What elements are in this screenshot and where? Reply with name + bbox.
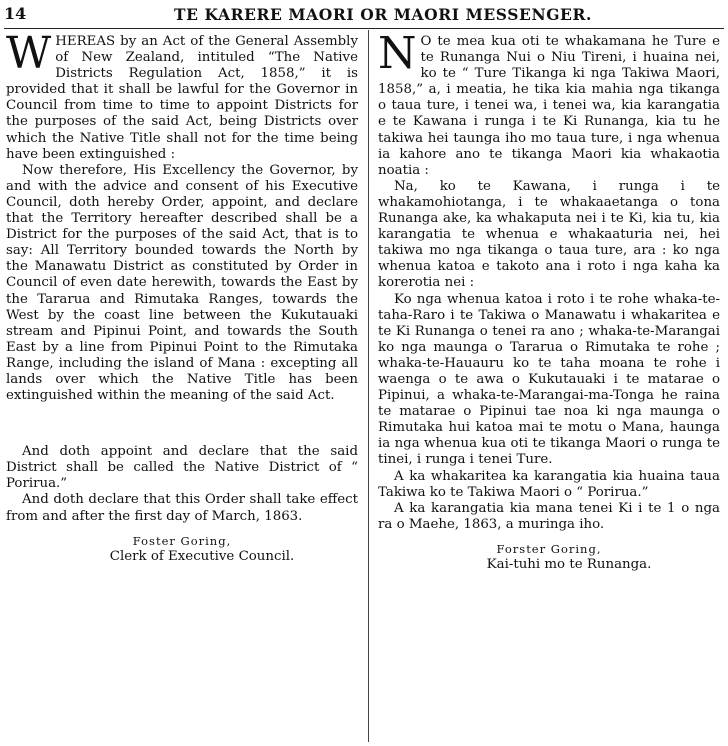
maori-column <box>378 28 720 573</box>
header-rule <box>4 28 724 29</box>
maori-paragraph-5: A ka karangatia kia mana tenei Ki i te 1 o nga ra o Maehe, 1863, a muringa iho. <box>378 500 720 532</box>
masthead-title: TE KARERE MAORI OR MAORI MESSENGER. <box>174 5 592 24</box>
column-divider <box>368 30 369 742</box>
maori-paragraph-2: Na, ko te Kawana, i runga i te whakamohiotanga, i te whakaaetanga o tona Runanga ake, ka whakaputa nei i te Ki, kia tu, kia karangatia te whenua e whakaaturia nei, hei takiwa mo nga tikanga o taua ture, ara : ko nga whenua katoa e takoto ana i roto i nga kaha ka korerotia nei : <box>378 178 720 291</box>
maori-drop-cap: N <box>378 28 417 79</box>
english-signature <box>6 533 358 565</box>
english-signatory-name: Foster Goring, <box>132 533 232 548</box>
page-number: 14 <box>4 4 27 23</box>
maori-signatory-name: Forster Goring, <box>496 541 602 556</box>
maori-paragraph-4: A ka whakaritea ka karangatia kia huaina taua Takiwa ko te Takiwa Maori o “ Porirua.” <box>378 468 720 500</box>
english-signatory-role: Clerk of Executive Council. <box>109 548 295 564</box>
english-paragraph-4: And doth declare that this Order shall take effect from and after the first day of March, 1863. <box>6 492 358 524</box>
english-drop-cap: W <box>6 28 52 79</box>
english-column <box>6 28 358 565</box>
english-paragraph-2: Now therefore, His Excellency the Governor, by and with the advice and consent of his Executive Council, doth hereby Order, appoint, and declare that the Territory hereafter described shall be a District for the purposes of the said Act, that is to say: All Territory bounded towards the North by the Manawatu District as constituted by Order in Council of even date herewith, towards the East by the Tararua and Rimutaka Ranges, towards the West by the coast line between the Kukutauaki stream and Pipinui Point, and towards the South East by a line from Pipinui Point to the Rimutaka Range, including the island of Mana : excepting all lands over which the Native Title has been extinguished within the meaning of the said Act. <box>6 162 358 404</box>
maori-signatory-role: Kai-tuhi mo te Runanga. <box>486 557 652 572</box>
english-spacer <box>6 404 358 444</box>
english-paragraph-3: And doth appoint and declare that the said District shall be called the Native District of “ Porirua.” <box>6 444 358 492</box>
page-header <box>4 4 724 26</box>
maori-paragraph-3: Ko nga whenua katoa i roto i te rohe whaka-te-taha-Raro i te Takiwa o Manawatu i whakaritea e te Ki Runanga o tenei ra ano ; whaka-te-Marangai ko nga maunga o Tararua o Rimutaka te rohe ; whaka-te-Hauauru ko te taha moana te rohe i waenga o te awa o Kukutauaki i te matarae o Pipinui, a whaka-te-Marangai-ma-Tonga he raina te matarae o Pipinui tae noa ki nga maunga o Rimutaka hui katoa mai te motu o Mana, haunga ia nga whenua kua oti te tikanga Maori o runga te tinei, i runga i tenei Ture. <box>378 291 720 468</box>
maori-paragraph-1 <box>378 28 720 179</box>
maori-signature <box>378 541 720 573</box>
english-paragraph-1-text: HEREAS by an Act of the General Assembly of New Zealand, intituled “The Native Districts Regulation Act, 1858,” it is provided that it shall be lawful for the Governor in Council from time to time to appoint Districts for the purposes of the said Act, being Districts over which the Native Title shall not for the time being have been extinguished : <box>6 34 358 162</box>
english-paragraph-1 <box>6 28 358 163</box>
maori-paragraph-1-text: O te mea kua oti te whakamana he Ture e te Runanga Nui o Niu Tireni, i huaina nei, ko te “ Ture Tikanga ki nga Takiwa Maori, 1858,” a, i meatia, he tika kia mahia nga tikanga o taua ture, i tenei wa, i tenei wa, kia karangatia e te Kawana i runga i te Ki Runanga, kia tu he takiwa hei taunga iho mo taua ture, i nga whenua ia kahore ano te tikanga Maori kia whakaotia noatia : <box>378 34 720 178</box>
